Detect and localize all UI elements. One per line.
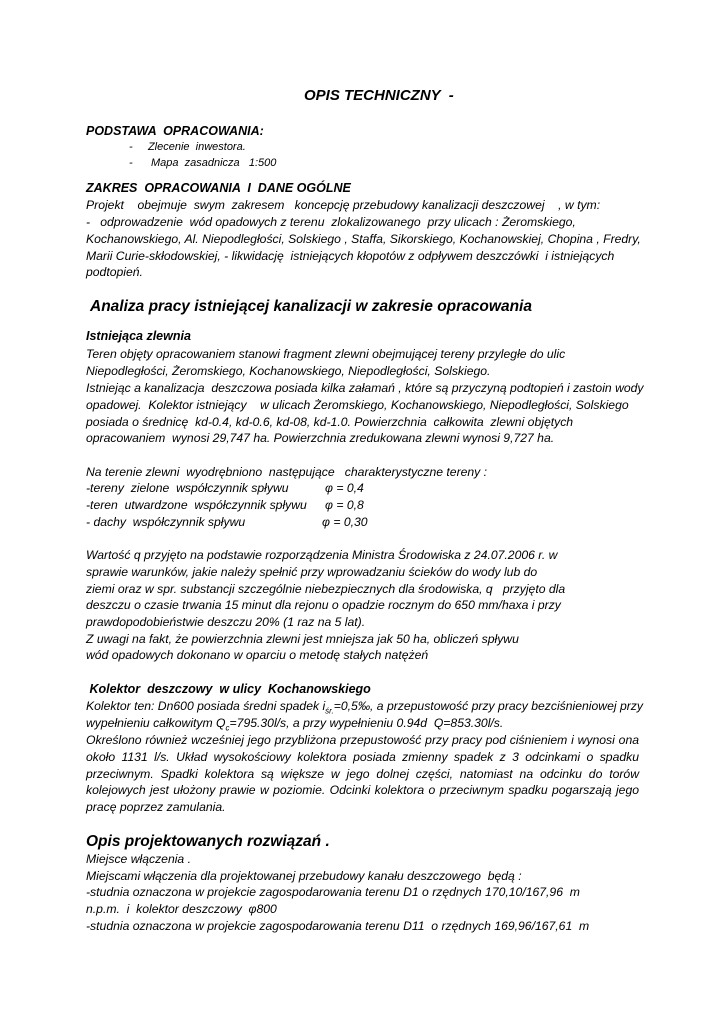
document-title: OPIS TECHNICZNY - (304, 87, 454, 104)
istniejaca-zlewnia-heading: Istniejąca zlewnia (86, 329, 191, 343)
analiza-line: Istniejąc a kanalizacja deszczowa posiada kilka załamań , które są przyczyną podtopień i zastoin wody (86, 381, 644, 395)
kolektor-line: kolejowych jest ułożony prawie w poziomie. Odcinki kolektora o przeciwnym spadku pogarszają jego (86, 783, 639, 797)
kolektor-line: około 1131 l/s. Układ wysokościowy kolektora posiada zmienny spadek z 3 odcinkami o spadku (86, 750, 639, 764)
podstawa-item: - Zlecenie inwestora. (129, 141, 246, 153)
q-line: Z uwagi na fakt, że powierzchnia zlewni jest mniejsza jak 50 ha, obliczeń spływu (86, 632, 519, 646)
opis-line: n.p.m. i kolektor deszczowy φ800 (86, 902, 277, 916)
analiza-line: Teren objęty opracowaniem stanowi fragment zlewni obejmującej tereny przyległe do ulic (86, 347, 566, 361)
analiza-line: Niepodległości, Żeromskiego, Kochanowskiego, Niepodległości, Solskiego. (86, 364, 491, 378)
kolektor-line: Określono również wcześniej jego przybliżona przepustowość przy pracy pod ciśnieniem i wynosi ona (86, 733, 639, 747)
zakres-line: - odprowadzenie wód opadowych z terenu zlokalizowanego przy ulicach : Żeromskiego, (86, 215, 576, 229)
teren-coefficient: φ = 0,4 (325, 481, 364, 495)
zakres-line: podtopień. (86, 265, 143, 279)
teren-coefficient: φ = 0,8 (325, 498, 364, 512)
analiza-line: opracowaniem wynosi 29,747 ha. Powierzchnia zredukowana zlewni wynosi 9,727 ha. (86, 431, 555, 445)
zakres-line: Marii Curie-skłodowskiej, - likwidację istniejących kłopotów z odpływem deszczówki i istniejących (86, 249, 615, 263)
teren-coefficient: φ = 0,30 (322, 515, 368, 529)
opis-heading: Opis projektowanych rozwiązań . (86, 833, 330, 850)
opis-line: -studnia oznaczona w projekcie zagospodarowania terenu D11 o rzędnych 169,96/167,61 m (86, 919, 590, 933)
kolektor-line-1: Kolektor ten: Dn600 posiada średni spadek $i_{śr.}=0,5‰$, a przepustowość przy pracy bezciśnieniowej przy (86, 699, 643, 716)
analiza-line: opadowej. Kolektor istniejący w ulicach Żeromskiego, Kochanowskiego, Niepodległości, Solskiego (86, 398, 629, 412)
zakres-heading: ZAKRES OPRACOWANIA I DANE OGÓLNE (86, 181, 351, 195)
q-line: sprawie warunków, jakie należy spełnić przy wprowadzaniu ścieków do wody lub do (86, 565, 538, 579)
zakres-line: Kochanowskiego, Al. Niepodległości, Solskiego , Staffa, Sikorskiego, Kochanowskiej, Chopina , Fredry, (86, 232, 641, 246)
opis-line: -studnia oznaczona w projekcie zagospodarowania terenu D1 o rzędnych 170,10/167,96 m (86, 885, 580, 899)
analiza-line: posiada o średnicę kd-0.4, kd-0.6, kd-08, kd-1.0. Powierzchnia całkowita zlewni objętych (86, 415, 574, 429)
kolektor-line: pracę poprzez zamulania. (86, 800, 226, 814)
q-line: Wartość q przyjęto na podstawie rozporządzenia Ministra Środowiska z 24.07.2006 r. w (86, 548, 558, 562)
q-line: wód opadowych dokonano w oparciu o metodę stałych natężeń (86, 648, 429, 662)
teren-label: -tereny zielone współczynnik spływu (86, 481, 289, 495)
kolektor-line-2: wypełnieniu całkowitym $Q_c=795.30l/s$, a przy wypełnieniu 0.94d Q=853.30l/s. (86, 716, 504, 733)
q-line: ziemi oraz w spr. substancji szczególnie niebezpiecznych dla środowiska, q przyjęto dla (86, 582, 566, 596)
q-line: deszczu o czasie trwania 15 minut dla rejonu o opadzie rocznym do 650 mm/haxa i przy (86, 598, 561, 612)
teren-label: -teren utwardzone współczynnik spływu (86, 498, 307, 512)
podstawa-item: - Mapa zasadnicza 1:500 (129, 157, 277, 169)
teren-label: - dachy współczynnik spływu (86, 515, 246, 529)
tereny-intro: Na terenie zlewni wyodrębniono następujące charakterystyczne tereny : (86, 465, 488, 479)
zakres-line: Projekt obejmuje swym zakresem koncepcję przebudowy kanalizacji deszczowej , w tym: (86, 198, 601, 212)
opis-line: Miejsce włączenia . (86, 852, 191, 866)
kolektor-heading: Kolektor deszczowy w ulicy Kochanowskiego (86, 682, 371, 696)
q-line: prawdopodobieństwie deszczu 20% (1 raz na 5 lat). (86, 615, 366, 629)
podstawa-heading: PODSTAWA OPRACOWANIA: (86, 124, 264, 138)
kolektor-line: przeciwnym. Spadki kolektora są większe w jego dolnej części, natomiast na odcinku do torów (86, 767, 639, 781)
opis-line: Miejscami włączenia dla projektowanej przebudowy kanału deszczowego będą : (86, 869, 522, 883)
analiza-heading: Analiza pracy istniejącej kanalizacji w zakresie opracowania (90, 298, 532, 315)
